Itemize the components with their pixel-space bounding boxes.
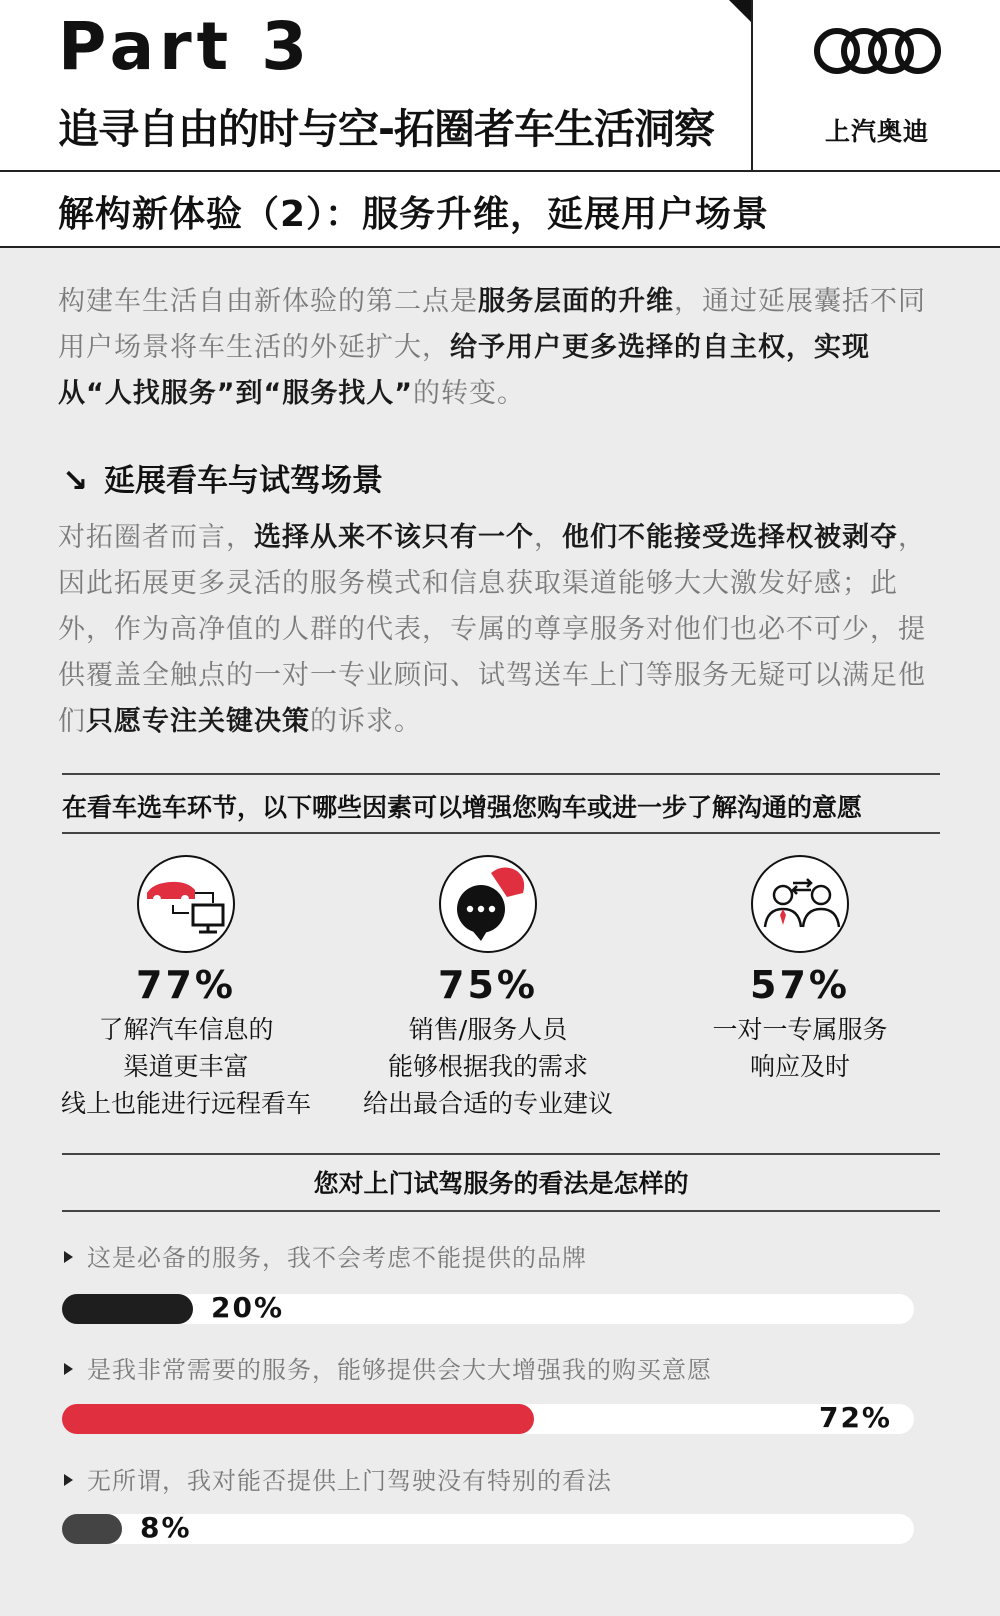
bar-track (62, 1401, 914, 1434)
section-heading: ↘ 延展看车与试驾场景 (62, 463, 383, 499)
bar-fill (62, 1514, 122, 1544)
stat-percent: 77% (136, 963, 236, 1007)
four-rings-logo (812, 24, 942, 78)
stat-description: 了解汽车信息的 渠道更丰富 线上也能进行远程看车 (60, 1015, 311, 1118)
section-banner (0, 172, 1000, 248)
bar-percent: 20% (211, 1291, 285, 1324)
stat-item (338, 855, 638, 1122)
page-header (0, 0, 1000, 172)
question-2-title: 您对上门试驾服务的看法是怎样的 (313, 1169, 689, 1198)
intro-paragraph: 构建车生活自由新体验的第二点是服务层面的升维，通过延展囊括不同用户场景将车生活的外延扩大，给予用户更多选择的自主权，实现从“人找服务”到“服务找人”的转变。 (58, 286, 926, 409)
banner-title: 解构新体验（2）：服务升维，延展用户场景 (58, 194, 770, 235)
page-subtitle: 追寻自由的时与空-拓圈者车生活洞察 (58, 105, 715, 153)
bar-track (62, 1511, 914, 1544)
bar-fill (62, 1404, 534, 1434)
brand-name: 上汽奥迪 (824, 117, 929, 146)
stat-percent: 57% (750, 963, 850, 1007)
triangle-bullet-icon (64, 1474, 73, 1486)
stat-description: 销售/服务人员 能够根据我的需求 给出最合适的专业建议 (362, 1015, 613, 1118)
divider (62, 1153, 940, 1155)
bar-track (62, 1291, 914, 1324)
one-on-one-icon (751, 855, 849, 953)
corner-notch (729, 0, 751, 22)
car-to-screen-icon (137, 855, 235, 953)
part-title: Part 3 (58, 8, 313, 85)
chat-bubble-icon (439, 855, 537, 953)
stat-item (36, 855, 336, 1122)
divider (62, 1210, 940, 1212)
bar-fill (62, 1294, 193, 1324)
divider (62, 832, 940, 834)
section-paragraph: 对拓圈者而言，选择从来不该只有一个，他们不能接受选择权被剥夺，因此拓展更多灵活的服务模式和信息获取渠道能够大大激发好感；此外，作为高净值的人群的代表，专属的尊享服务对他们也必不可少，提供覆盖全触点的一对一专业顾问、试驾送车上门等服务无疑可以满足他们只愿专注关键决策的诉求。 (58, 522, 926, 737)
triangle-bullet-icon (64, 1363, 73, 1375)
divider (62, 773, 940, 775)
bar-percent: 8% (140, 1511, 192, 1544)
header-divider (751, 0, 753, 172)
stat-description: 一对一专属服务 响应及时 (712, 1015, 888, 1081)
arrow-down-right-icon: ↘ (62, 463, 88, 499)
question-1-title: 在看车选车环节，以下哪些因素可以增强您购车或进一步了解沟通的意愿 (62, 793, 863, 822)
option-label: 这是必备的服务，我不会考虑不能提供的品牌 (64, 1238, 587, 1273)
option-label: 是我非常需要的服务，能够提供会大大增强我的购买意愿 (64, 1350, 712, 1385)
triangle-bullet-icon (64, 1251, 73, 1263)
option-label: 无所谓，我对能否提供上门驾驶没有特别的看法 (64, 1461, 612, 1496)
stat-percent: 75% (438, 963, 538, 1007)
bar-percent: 72% (818, 1401, 892, 1434)
stat-item (650, 855, 950, 1085)
